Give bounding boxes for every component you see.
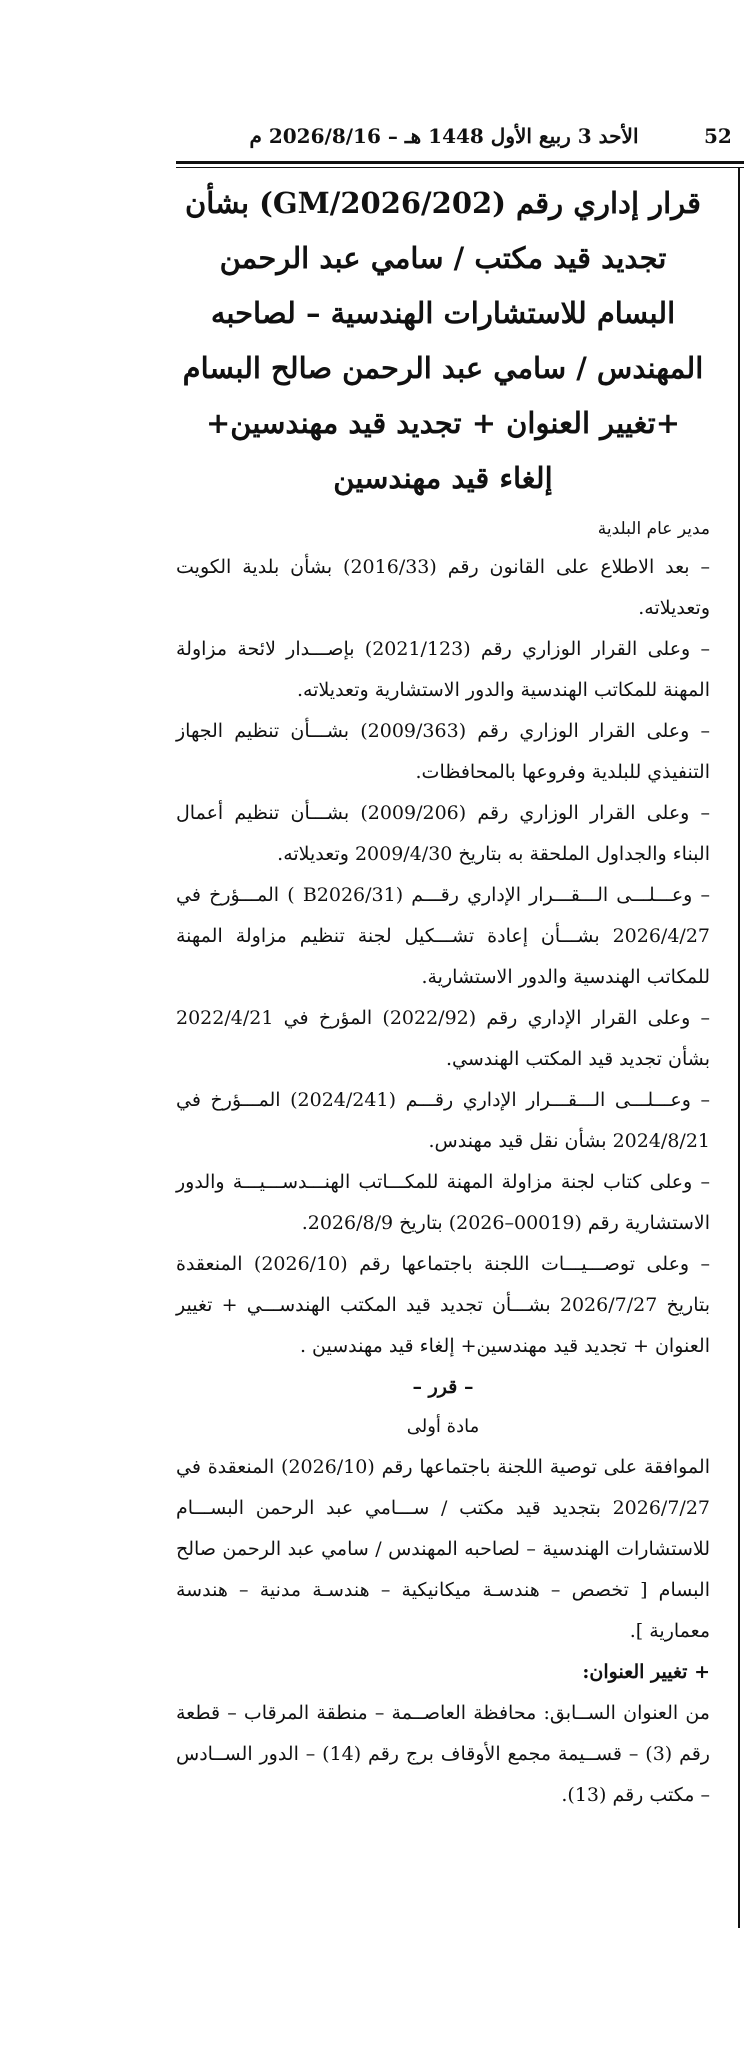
page-header (176, 118, 744, 158)
decision-body (176, 176, 710, 1816)
page-number: 52 (704, 124, 732, 148)
recital-6: – وعلى القرار الإداري رقم (2022/92) المؤرخ في 2022/4/21 بشأن تجديد قيد المكتب الهندسي. (176, 1007, 710, 1070)
article-heading: مادة أولى (406, 1416, 480, 1437)
recital-4: – وعلى القرار الوزاري رقم (2009/206) بشـــأن تنظيم أعمال البناء والجداول الملحقة به بتاريخ 2009/4/30 وتعديلاته. (176, 802, 711, 865)
decides-heading: – قرر – (412, 1376, 474, 1398)
address-change-label: + تغيير العنوان: (582, 1661, 710, 1683)
header-rule-thin (176, 167, 744, 168)
article-1-text: الموافقة على توصية اللجنة باجتماعها رقم (2026/10) المنعقدة في 2026/7/27 بتجديد قيد مكتب / ســـامي عبد الرحمن البســـام للاستشارات الهندسية – لصاحبه المهندس / سامي عبد الرحمن صالح البسام [ تخصص – هندسـة ميكانيكية – هندسـة مدنية – هندسة معمارية ]. (176, 1456, 710, 1642)
recital-2: – وعلى القرار الوزاري رقم (2021/123) بإصـــدار لائحة مزاولة المهنة للمكاتب الهندسية والدور الاستشارية وتعديلاته. (176, 638, 710, 701)
column-rule (738, 168, 740, 1928)
issuer-line: مدير عام البلدية (597, 519, 710, 539)
previous-address: من العنوان الســابق: محافظة العاصــمة – منطقة المرقاب – قطعة رقم (3) – قســيمة مجمع الأوقاف برج رقم (14) – الدور الســادس – مكتب رقم (13). (176, 1702, 710, 1806)
decision-title: قرار إداري رقم (GM/2026/202) بشأن تجديد قيد مكتب / سامي عبد الرحمن البسام للاستشارات الهندسية – لصاحبه المهندس / سامي عبد الرحمن صالح البسام +تغيير العنوان + تجديد قيد مهندسين+ إلغاء قيد مهندسين (182, 186, 704, 495)
recital-7: – وعـــلـــى الـــقـــرار الإداري رقـــم (2024/241) المـــؤرخ في 2024/8/21 بشأن نقل قيد مهندس. (176, 1089, 710, 1152)
header-rule-thick (176, 161, 744, 164)
recital-1: – بعد الاطلاع على القانون رقم (2016/33) بشأن بلدية الكويت وتعديلاته. (176, 556, 710, 619)
recital-3: – وعلى القرار الوزاري رقم (2009/363) بشـــأن تنظيم الجهاز التنفيذي للبلدية وفروعها بالمحافظات. (176, 720, 710, 783)
recital-8: – وعلى كتاب لجنة مزاولة المهنة للمكـــاتب الهنـــدســـيـــة والدور الاستشارية رقم (00019–2026) بتاريخ 2026/8/9. (176, 1171, 710, 1234)
recital-9: – وعلى توصـــيـــات اللجنة باجتماعها رقم (2026/10) المنعقدة بتاريخ 2026/7/27 بشـــأن تجديد قيد المكتب الهندســـي + تغيير العنوان + تجديد قيد مهندسين+ إلغاء قيد مهندسين . (176, 1253, 711, 1357)
recital-5: – وعـــلـــى الـــقـــرار الإداري رقـــم (B2026/31 ) المـــؤرخ في 2026/4/27 بشـــأن إعادة تشـــكيل لجنة تنظيم مزاولة المهنة للمكاتب الهندسية والدور الاستشارية. (176, 884, 710, 988)
header-date: الأحد 3 ربيع الأول 1448 هـ – 2026/8/16 م (249, 124, 639, 148)
